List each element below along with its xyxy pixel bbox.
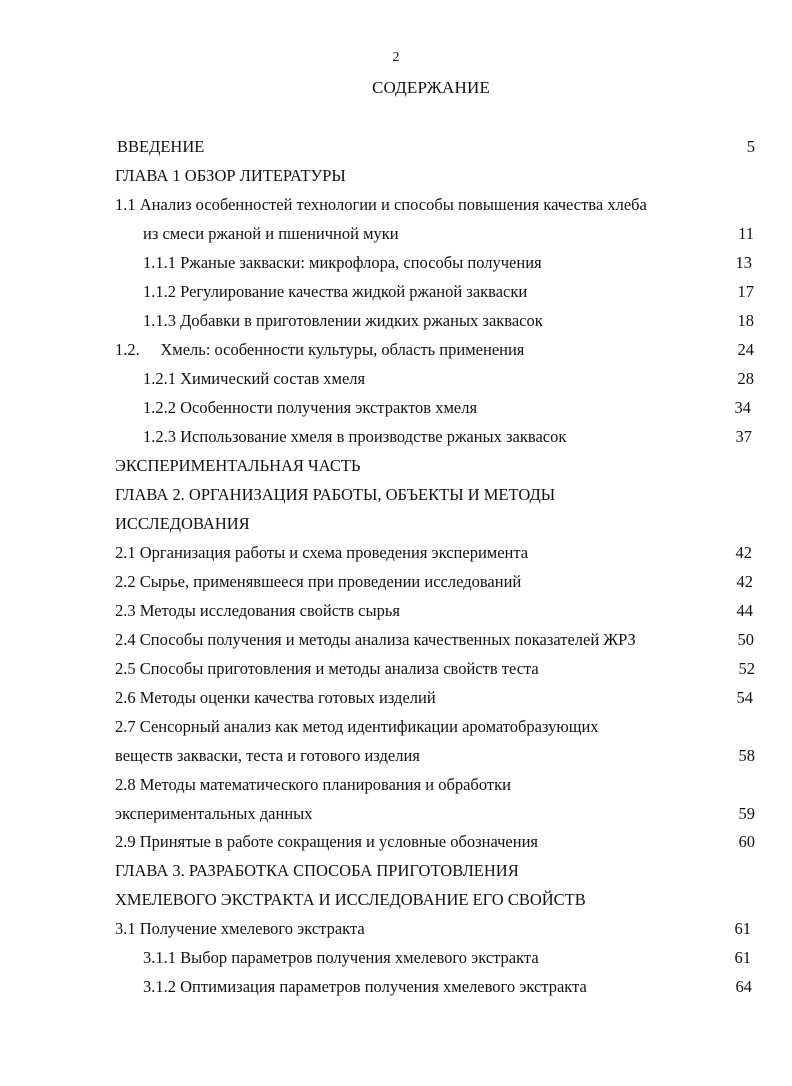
toc-page-number: 11 bbox=[738, 224, 754, 243]
toc-entry: 2.4 Способы получения и методы анализа качественных показателей ЖРЗ bbox=[115, 630, 636, 649]
toc-entry: 2.9 Принятые в работе сокращения и условные обозначения bbox=[115, 832, 538, 851]
toc-entry-continuation: экспериментальных данных bbox=[115, 804, 313, 823]
toc-entry: 2.8 Методы математического планирования и обработки bbox=[115, 775, 511, 794]
toc-page-number: 42 bbox=[735, 543, 752, 562]
toc-entry-continuation: из смеси ржаной и пшеничной муки bbox=[143, 224, 399, 243]
toc-entry: 2.5 Способы приготовления и методы анализа свойств теста bbox=[115, 659, 539, 678]
toc-entry-introduction: ВВЕДЕНИЕ bbox=[117, 137, 205, 156]
toc-page-number: 60 bbox=[738, 832, 755, 851]
toc-entry: 1.2.1 Химический состав хмеля bbox=[143, 369, 366, 388]
toc-entry-continuation: веществ закваски, теста и готового изделия bbox=[115, 746, 420, 765]
toc-page-number: 54 bbox=[736, 688, 753, 707]
toc-page-number: 37 bbox=[735, 427, 752, 446]
toc-page-number: 61 bbox=[734, 948, 751, 967]
toc-page-number: 58 bbox=[738, 746, 755, 765]
toc-page-number: 13 bbox=[735, 253, 752, 272]
toc-page-number: 5 bbox=[746, 137, 755, 156]
toc-entry: 3.1.1 Выбор параметров получения хмелевого экстракта bbox=[143, 948, 539, 967]
toc-entry: 2.1 Организация работы и схема проведения эксперимента bbox=[115, 543, 529, 562]
toc-entry: 1.1.3 Добавки в приготовлении жидких ржаных заквасок bbox=[143, 311, 543, 330]
toc-page-number: 52 bbox=[738, 659, 755, 678]
toc-entry: 2.2 Сырье, применявшееся при проведении исследований bbox=[115, 572, 522, 591]
toc-page-number: 17 bbox=[737, 282, 754, 301]
toc-entry: 1.1.2 Регулирование качества жидкой ржаной закваски bbox=[143, 282, 528, 301]
toc-entry: 1.1 Анализ особенностей технологии и способы повышения качества хлеба bbox=[115, 195, 647, 214]
toc-page-number: 18 bbox=[737, 311, 754, 330]
toc-page-number: 59 bbox=[738, 804, 755, 823]
toc-chapter-1: ГЛАВА 1 ОБЗОР ЛИТЕРАТУРЫ bbox=[115, 166, 346, 185]
toc-chapter-3-continuation: ХМЕЛЕВОГО ЭКСТРАКТА И ИССЛЕДОВАНИЕ ЕГО СВОЙСТВ bbox=[115, 890, 586, 909]
toc-page-number: 42 bbox=[736, 572, 753, 591]
toc-entry: 1.2.3 Использование хмеля в производстве ржаных заквасок bbox=[143, 427, 567, 446]
page-number: 2 bbox=[392, 50, 400, 65]
toc-page-number: 61 bbox=[734, 919, 751, 938]
toc-page-number: 44 bbox=[736, 601, 753, 620]
toc-entry: 1.1.1 Ржаные закваски: микрофлора, способы получения bbox=[143, 253, 542, 272]
toc-page-number: 64 bbox=[735, 977, 752, 996]
toc-entry: 2.6 Методы оценки качества готовых изделий bbox=[115, 688, 436, 707]
toc-chapter-3: ГЛАВА 3. РАЗРАБОТКА СПОСОБА ПРИГОТОВЛЕНИЯ bbox=[115, 861, 519, 880]
page-title: СОДЕРЖАНИЕ bbox=[371, 78, 491, 97]
toc-entry: 3.1.2 Оптимизация параметров получения хмелевого экстракта bbox=[143, 977, 587, 996]
toc-entry: 2.7 Сенсорный анализ как метод идентификации ароматобразующих bbox=[115, 717, 599, 736]
toc-entry: 1.2. Хмель: особенности культуры, область применения bbox=[115, 340, 525, 359]
toc-entry: 2.3 Методы исследования свойств сырья bbox=[115, 601, 400, 620]
toc-chapter-2: ГЛАВА 2. ОРГАНИЗАЦИЯ РАБОТЫ, ОБЪЕКТЫ И МЕТОДЫ bbox=[115, 485, 556, 504]
toc-page-number: 50 bbox=[737, 630, 754, 649]
toc-page-number: 28 bbox=[737, 369, 754, 388]
toc-section-experimental: ЭКСПЕРИМЕНТАЛЬНАЯ ЧАСТЬ bbox=[115, 456, 361, 475]
toc-page-number: 34 bbox=[734, 398, 751, 417]
toc-page-number: 24 bbox=[737, 340, 754, 359]
toc-entry: 1.2.2 Особенности получения экстрактов хмеля bbox=[143, 398, 478, 417]
toc-chapter-2-continuation: ИССЛЕДОВАНИЯ bbox=[115, 514, 250, 533]
toc-entry: 3.1 Получение хмелевого экстракта bbox=[115, 919, 365, 938]
